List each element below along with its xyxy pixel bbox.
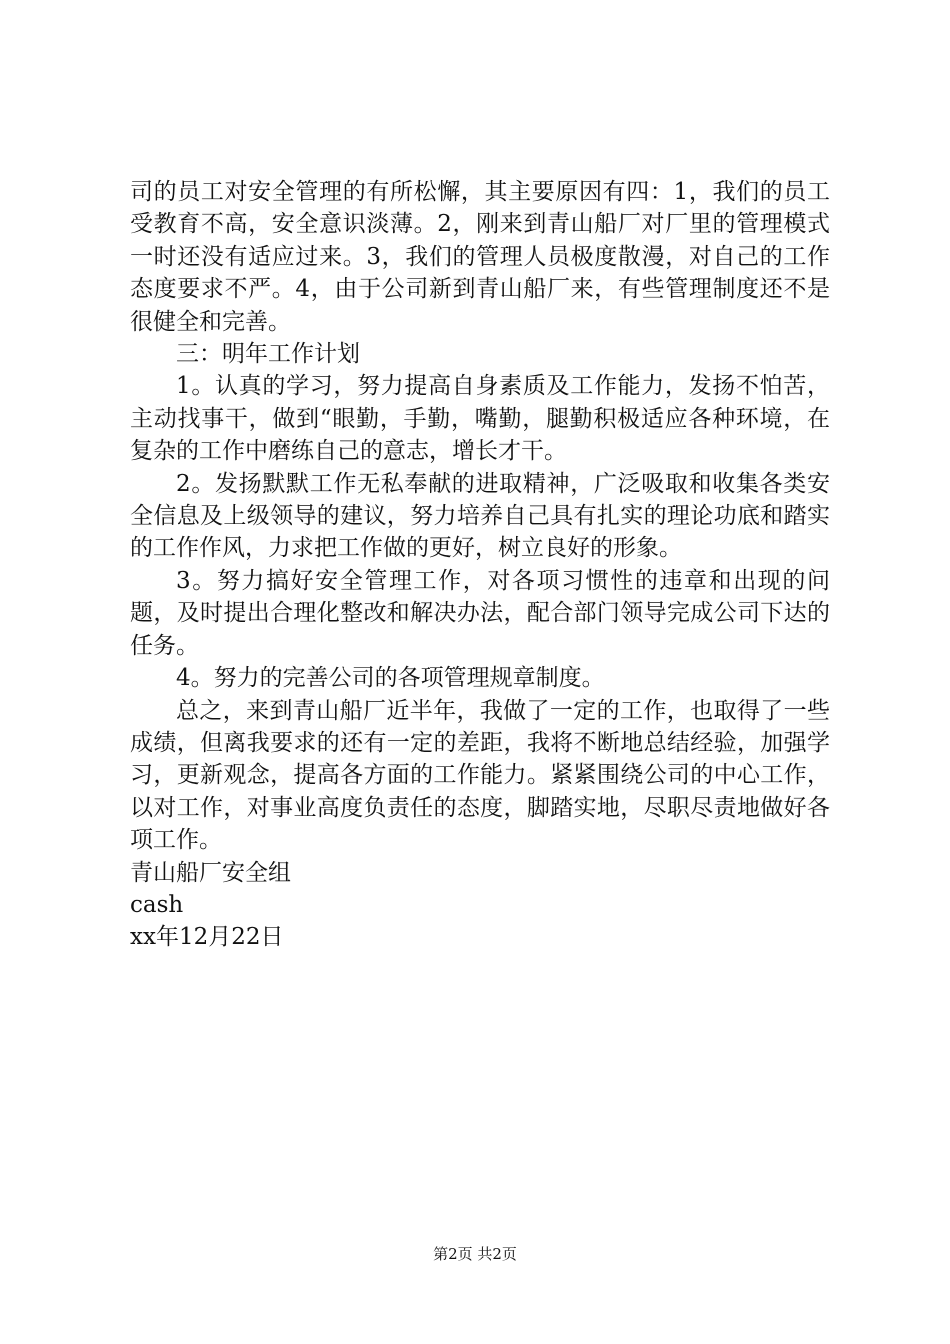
plan-item-2: 2。发扬默默工作无私奉献的进取精神，广泛吸取和收集各类安全信息及上级领导的建议，努力培养自己具有扎实的理论功底和踏实的工作作风，力求把工作做的更好，树立良好的形象。 — [130, 470, 830, 562]
page-number-footer: 第2页 共2页 — [433, 1245, 517, 1263]
plan-item-3: 3。努力搞好安全管理工作，对各项习惯性的违章和出现的问题，及时提出合理化整改和解决办法，配合部门领导完成公司下达的任务。 — [130, 567, 830, 659]
plan-item-1: 1。认真的学习，努力提高自身素质及工作能力，发扬不怕苦，主动找事干，做到“眼勤，手勤，嘴勤，腿勤积极适应各种环境，在复杂的工作中磨练自己的意志，增长才干。 — [130, 373, 830, 465]
signature-organization: 青山船厂安全组 — [130, 859, 291, 886]
document-body — [130, 176, 830, 954]
plan-item-4: 4。努力的完善公司的各项管理规章制度。 — [176, 665, 605, 692]
section-heading-next-year-plan: 三：明年工作计划 — [176, 341, 360, 368]
signature-date: xx年12月22日 — [130, 924, 284, 951]
paragraph-causes: 司的员工对安全管理的有所松懈，其主要原因有四：1，我们的员工受教育不高，安全意识淡薄。2，刚来到青山船厂对厂里的管理模式一时还没有适应过来。3，我们的管理人员极度散漫，对自己的工作态度要求不严。4，由于公司新到青山船厂来，有些管理制度还不是很健全和完善。 — [130, 179, 830, 335]
signature-name: cash — [130, 891, 184, 918]
paragraph-conclusion: 总之，来到青山船厂近半年，我做了一定的工作，也取得了一些成绩，但离我要求的还有一定的差距，我将不断地总结经验，加强学习，更新观念，提高各方面的工作能力。紧紧围绕公司的中心工作，以对工作，对事业高度负责任的态度，脚踏实地，尽职尽责地做好各项工作。 — [130, 697, 830, 854]
